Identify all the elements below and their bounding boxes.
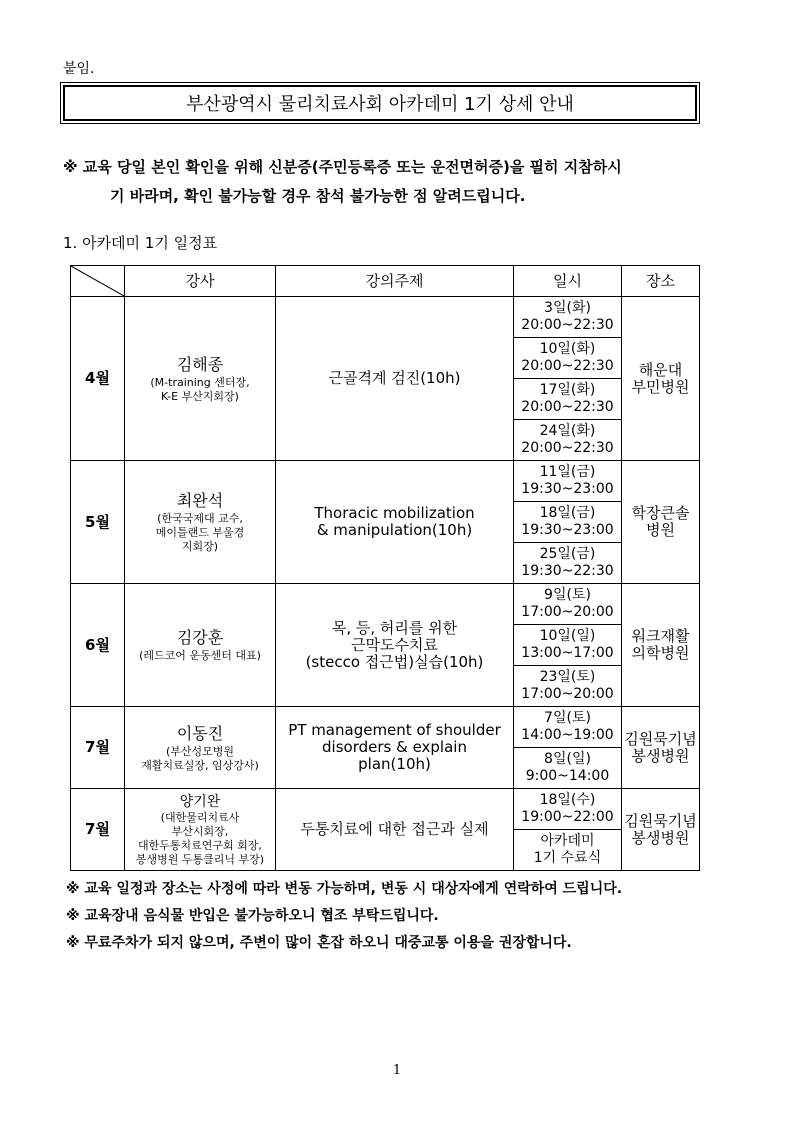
notice-line-1: ※ 교육 당일 본인 확인을 위해 신분증(주민등록증 또는 운전면허증)을 필히 지참하시 xyxy=(63,158,622,176)
header-place: 장소 xyxy=(622,266,700,297)
place-text: 김원묵기념 xyxy=(624,729,697,748)
topic-text: & manipulation(10h) xyxy=(316,521,473,539)
place-cell xyxy=(622,461,700,584)
date-day: 11일(금) xyxy=(539,464,596,480)
date-time: 20:00~22:30 xyxy=(521,358,614,374)
instructor-affiliation: 재활치료실장, 임상강사) xyxy=(141,758,259,772)
date-cell xyxy=(514,297,622,338)
place-text: 김원묵기념 xyxy=(624,811,697,830)
table-row xyxy=(71,584,700,625)
month-cell: 7월 xyxy=(71,707,125,789)
place-cell xyxy=(622,297,700,461)
footnote: ※ 무료주차가 되지 않으며, 주변이 많이 혼잡 하오니 대중교통 이용을 권장합니다. xyxy=(66,935,572,951)
topic-text: (stecco 접근법)실습(10h) xyxy=(305,652,484,671)
place-text: 봉생병원 xyxy=(631,746,690,765)
topic-text: 근막도수치료 xyxy=(351,635,438,654)
place-text: 워크재활 xyxy=(631,627,690,645)
date-time: 14:00~19:00 xyxy=(521,727,614,743)
attachment-label: 붙임. xyxy=(63,61,95,77)
footnote: ※ 교육 일정과 장소는 사정에 따라 변동 가능하며, 변동 시 대상자에게 연락하여 드립니다. xyxy=(66,881,623,897)
table-row xyxy=(71,789,700,830)
header-corner-cell xyxy=(71,266,125,297)
topic-text: 두통치료에 대한 접근과 실제 xyxy=(300,820,489,838)
date-cell xyxy=(514,502,622,543)
place-text: 해운대 xyxy=(638,360,683,379)
date-cell xyxy=(514,584,622,625)
document-title: 부산광역시 물리치료사회 아카데미 1기 상세 안내 xyxy=(186,94,574,115)
place-text: 봉생병원 xyxy=(631,828,690,847)
date-time: 19:00~22:00 xyxy=(521,809,614,825)
date-day: 23일(토) xyxy=(539,669,596,685)
date-time: 20:00~22:30 xyxy=(521,440,614,456)
place-cell xyxy=(622,707,700,789)
date-day: 17일(화) xyxy=(539,382,596,398)
date-day: 3일(화) xyxy=(544,300,591,316)
place-text: 부민병원 xyxy=(631,377,690,396)
table-header-row xyxy=(71,266,700,297)
topic-cell xyxy=(276,789,514,871)
section-heading: 1. 아카데미 1기 일정표 xyxy=(63,234,218,252)
date-day: 24일(화) xyxy=(539,423,596,439)
topic-text: disorders & explain xyxy=(322,738,467,756)
date-time: 13:00~17:00 xyxy=(521,645,614,661)
date-cell xyxy=(514,543,622,584)
date-cell xyxy=(514,420,622,461)
footnote: ※ 교육장내 음식물 반입은 불가능하오니 협조 부탁드립니다. xyxy=(66,908,439,924)
topic-cell xyxy=(276,461,514,584)
topic-cell xyxy=(276,707,514,789)
date-time: 19:30~23:00 xyxy=(521,522,614,538)
instructor-affiliation: 부산시회장, xyxy=(171,824,229,838)
instructor-name: 최완석 xyxy=(176,491,224,510)
month-cell: 5월 xyxy=(71,461,125,584)
date-time: 19:30~23:00 xyxy=(521,481,614,497)
date-day: 10일(화) xyxy=(539,341,596,357)
instructor-cell xyxy=(125,584,276,707)
date-cell xyxy=(514,379,622,420)
date-day: 7일(토) xyxy=(544,710,591,726)
month-cell: 7월 xyxy=(71,789,125,871)
place-text: 병원 xyxy=(646,521,675,539)
place-text: 의학병원 xyxy=(631,644,690,662)
month-cell: 6월 xyxy=(71,584,125,707)
instructor-cell xyxy=(125,461,276,584)
topic-cell xyxy=(276,297,514,461)
topic-text: Thoracic mobilization xyxy=(314,504,475,522)
date-cell xyxy=(514,789,622,830)
instructor-affiliation: (한국국제대 교수, xyxy=(157,512,243,525)
date-time: 1기 수료식 xyxy=(533,850,602,866)
date-day: 25일(금) xyxy=(539,546,596,562)
date-time: 20:00~22:30 xyxy=(521,399,614,415)
month-cell: 4월 xyxy=(71,297,125,461)
instructor-affiliation: 메이틀랜드 부울경 xyxy=(155,526,245,539)
instructor-affiliation: 지회장) xyxy=(181,540,219,553)
date-time: 9:00~14:00 xyxy=(525,768,610,784)
header-topic: 강의주제 xyxy=(276,266,514,297)
date-cell xyxy=(514,707,622,748)
topic-text: PT management of shoulder xyxy=(288,721,501,739)
instructor-affiliation: (M-training 센터장, xyxy=(150,375,250,389)
topic-cell xyxy=(276,584,514,707)
place-cell xyxy=(622,584,700,707)
instructor-name: 이동진 xyxy=(176,723,224,743)
place-text: 학장큰솔 xyxy=(631,504,690,522)
schedule-table xyxy=(70,265,700,871)
date-day: 18일(금) xyxy=(539,505,596,521)
date-cell xyxy=(514,830,622,871)
topic-text: plan(10h) xyxy=(358,755,431,773)
instructor-cell xyxy=(125,297,276,461)
id-notice xyxy=(63,153,723,211)
header-instructor: 강사 xyxy=(125,266,276,297)
table-row xyxy=(71,297,700,338)
date-cell xyxy=(514,666,622,707)
notice-line-2: 기 바라며, 확인 불가능할 경우 참석 불가능한 점 알려드립니다. xyxy=(110,187,526,205)
topic-text: 목, 등, 허리를 위한 xyxy=(331,618,458,637)
instructor-affiliation: K-E 부산지회장) xyxy=(161,389,239,403)
table-row xyxy=(71,461,700,502)
instructor-cell xyxy=(125,707,276,789)
topic-text: 근골격계 검진(10h) xyxy=(328,369,461,387)
page-number: 1 xyxy=(392,1063,402,1078)
date-day: 18일(수) xyxy=(539,792,596,808)
date-cell xyxy=(514,338,622,379)
instructor-name: 양기완 xyxy=(179,793,221,810)
footnotes xyxy=(66,876,622,957)
date-time: 20:00~22:30 xyxy=(521,317,614,333)
instructor-affiliation: 대한두통치료연구회 회장, xyxy=(138,838,262,852)
date-time: 17:00~20:00 xyxy=(521,686,614,702)
table-row xyxy=(71,707,700,748)
date-cell xyxy=(514,625,622,666)
instructor-affiliation: (레드코어 운동센터 대표) xyxy=(139,649,261,662)
instructor-name: 김해종 xyxy=(176,354,224,374)
date-cell xyxy=(514,461,622,502)
instructor-affiliation: (대한물리치료사 xyxy=(160,810,240,824)
date-day: 아카데미 xyxy=(540,833,595,849)
instructor-cell xyxy=(125,789,276,871)
document-title-box xyxy=(63,85,697,121)
date-time: 17:00~20:00 xyxy=(521,604,614,620)
date-day: 9일(토) xyxy=(544,587,591,603)
date-time: 19:30~22:30 xyxy=(521,563,614,579)
instructor-affiliation: (부산성모병원 xyxy=(165,744,235,758)
place-cell xyxy=(622,789,700,871)
date-day: 8일(일) xyxy=(544,751,591,767)
diagonal-line xyxy=(71,266,124,296)
instructor-name: 김강훈 xyxy=(176,628,224,647)
header-date: 일시 xyxy=(514,266,622,297)
date-day: 10일(일) xyxy=(539,628,596,644)
date-cell xyxy=(514,748,622,789)
instructor-affiliation: 봉생병원 두통클리닉 부장) xyxy=(135,852,265,866)
